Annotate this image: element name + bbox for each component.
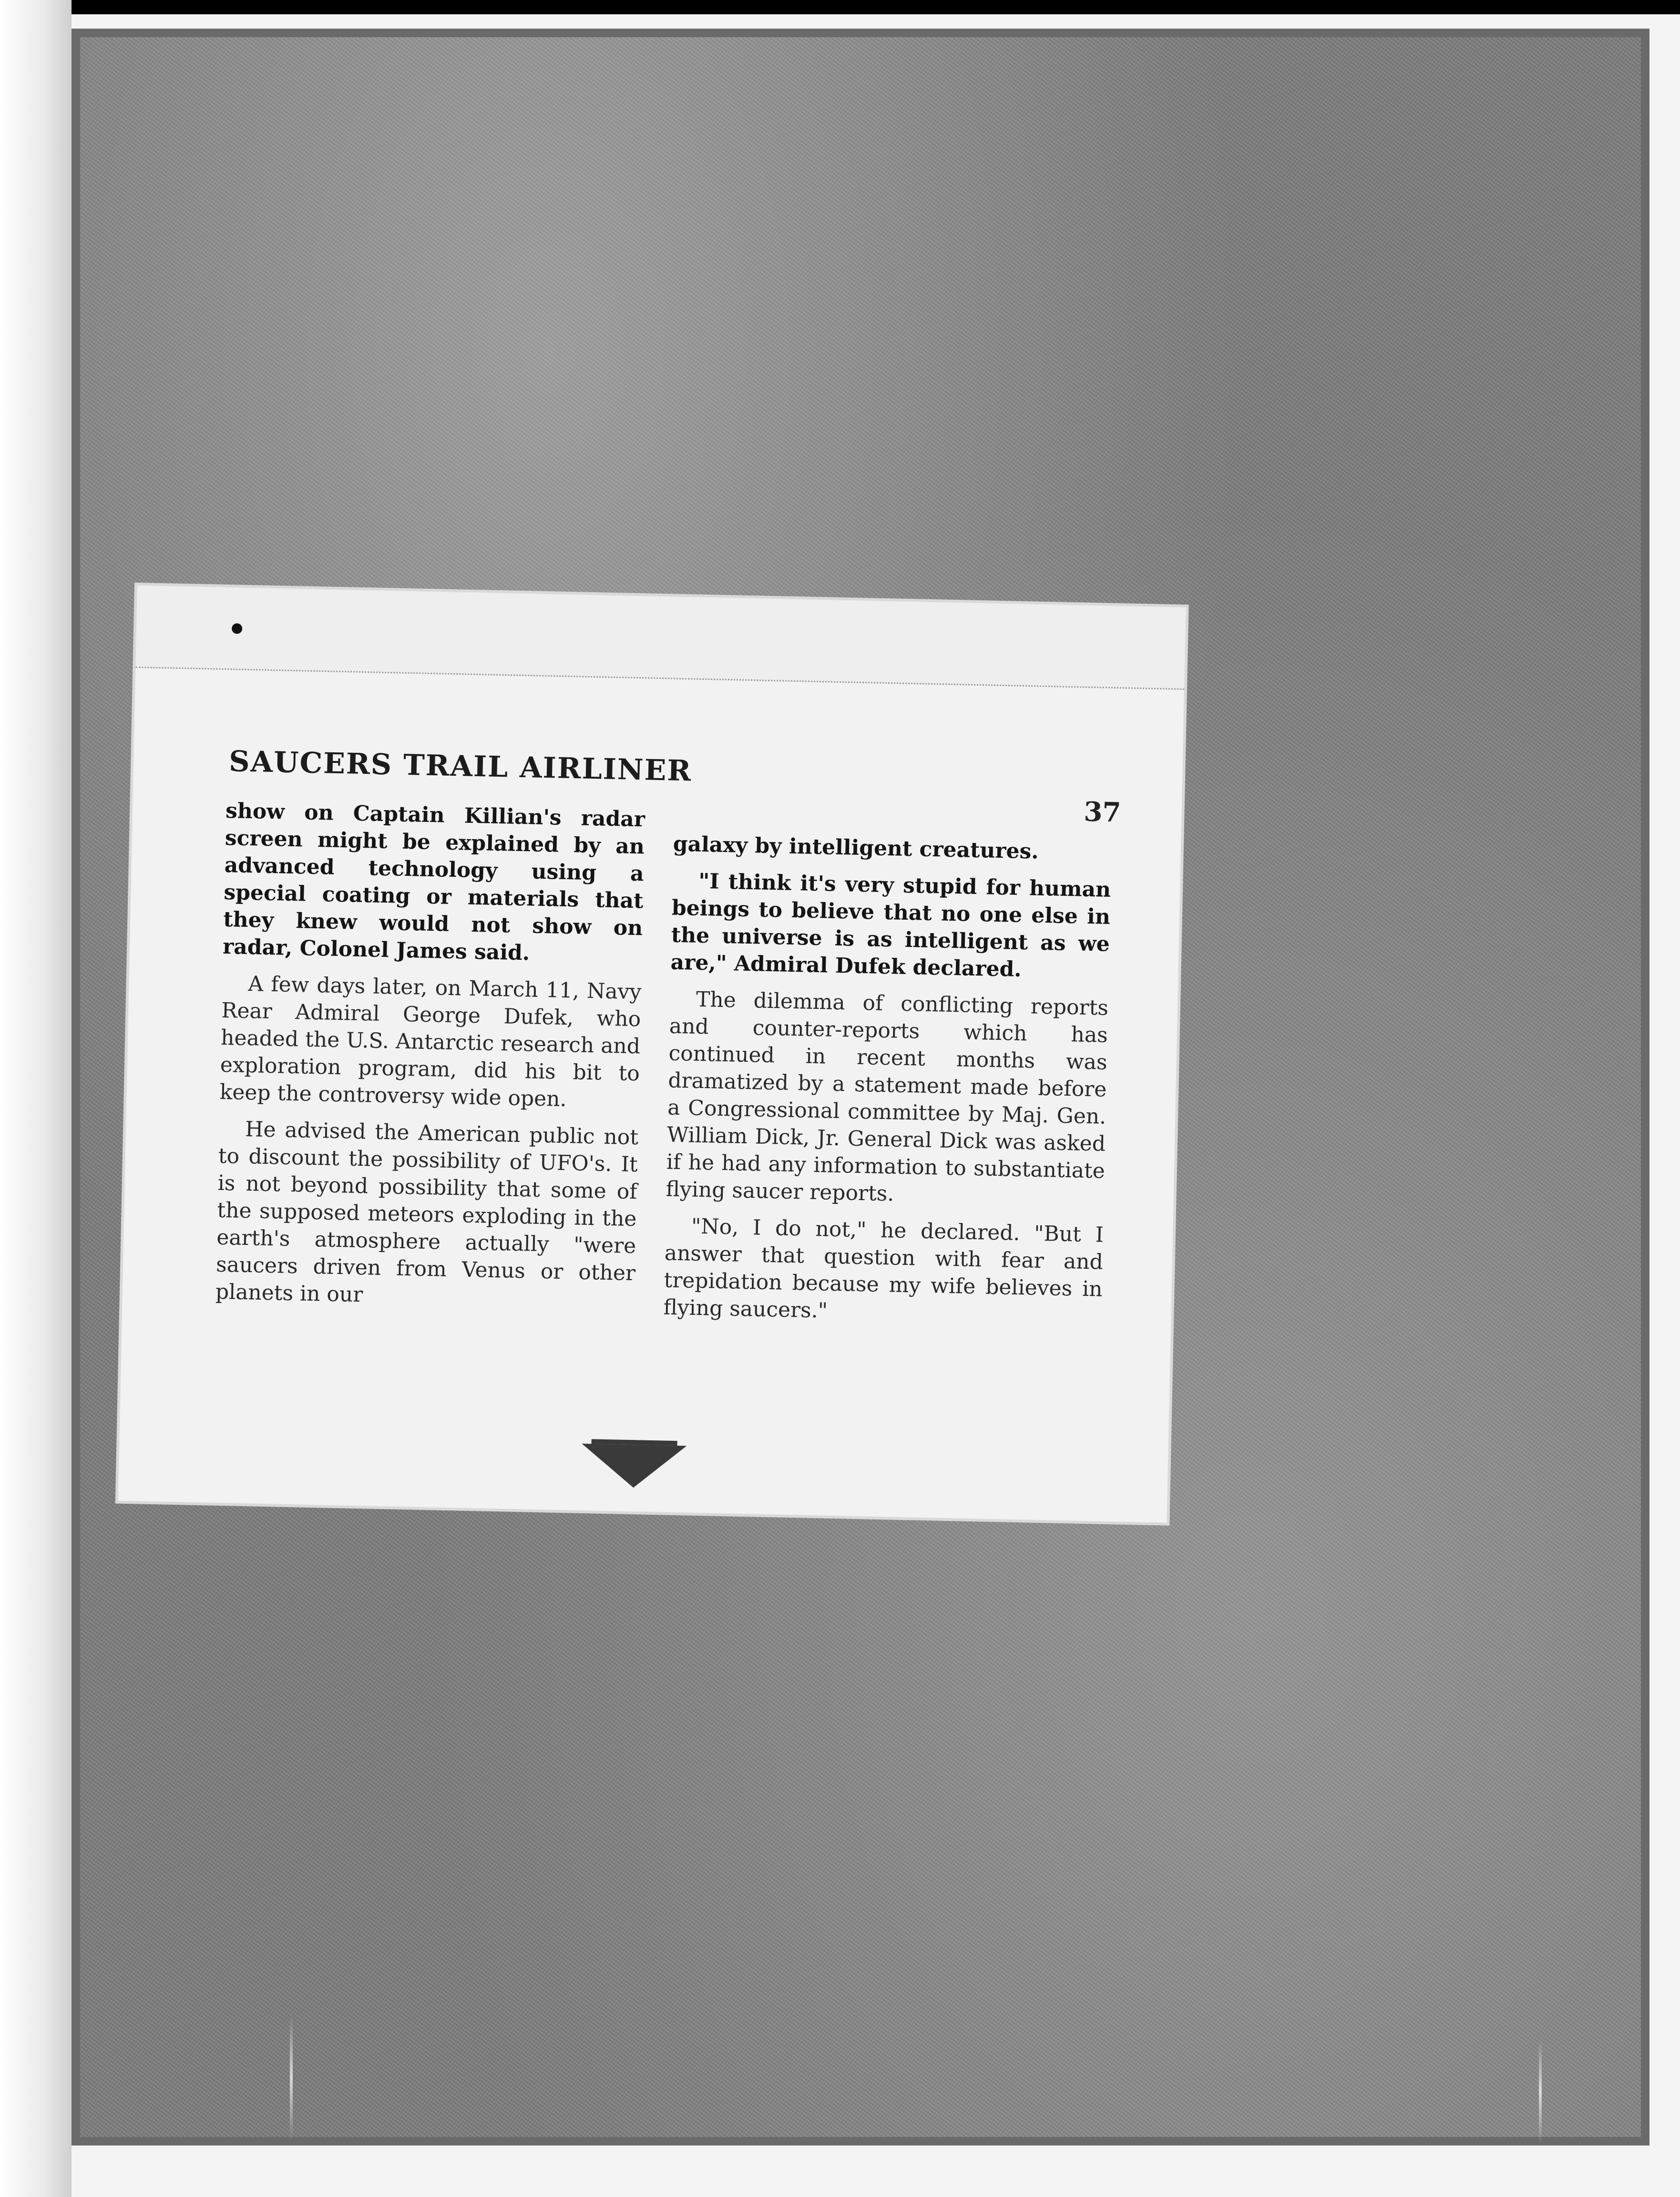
scan-streak <box>290 2016 293 2140</box>
paragraph: "No, I do not," he declared. "But I answer that question with fear and trepidation because my wife believes in flying saucers." <box>663 1214 1104 1323</box>
scan-streak <box>1539 2040 1542 2145</box>
photocopy-background <box>72 29 1649 2146</box>
clipping-top-strip <box>135 585 1186 690</box>
paragraph: galaxy by intelligent creatures. <box>673 832 1039 864</box>
paragraph: show on Captain Killian's radar screen might be explained by an advanced technology using a special coating or materials that they knew would not show on radar, Colonel James said. <box>222 798 645 965</box>
running-headline: SAUCERS TRAIL AIRLINER <box>228 745 693 788</box>
newspaper-clipping <box>118 585 1186 1523</box>
paragraph: The dilemma of conflicting reports and counter-reports which has continued in recent months was dramatized by a statement made before a Congressional committee by Maj. Gen. William Dick, Jr. General Dick was asked if he had any information to substantiate flying saucer reports. <box>666 987 1109 1206</box>
article-left-column <box>215 797 645 1324</box>
article-right-column <box>663 831 1112 1340</box>
paragraph: A few days later, on March 11, Navy Rear Admiral George Dufek, who headed the U.S. Antarctic research and exploration program, did his bit to keep the controversy wide open. <box>219 972 642 1112</box>
paragraph: He advised the American public not to discount the possibility of UFO's. It is not beyond possibility that some of the supposed meteors exploding in the earth's atmosphere actually "were saucers driven from Venus or other planets in our <box>215 1117 639 1307</box>
page-number: 37 <box>1083 796 1122 829</box>
ink-dot <box>232 623 242 634</box>
scan-left-margin <box>0 0 72 2197</box>
paragraph: "I think it's very stupid for human beings to believe that no one else in the universe is as intelligent as we are," Admiral Dufek declared. <box>670 869 1111 982</box>
continuation-arrow-icon <box>581 1444 687 1489</box>
scan-top-border <box>0 0 1680 14</box>
